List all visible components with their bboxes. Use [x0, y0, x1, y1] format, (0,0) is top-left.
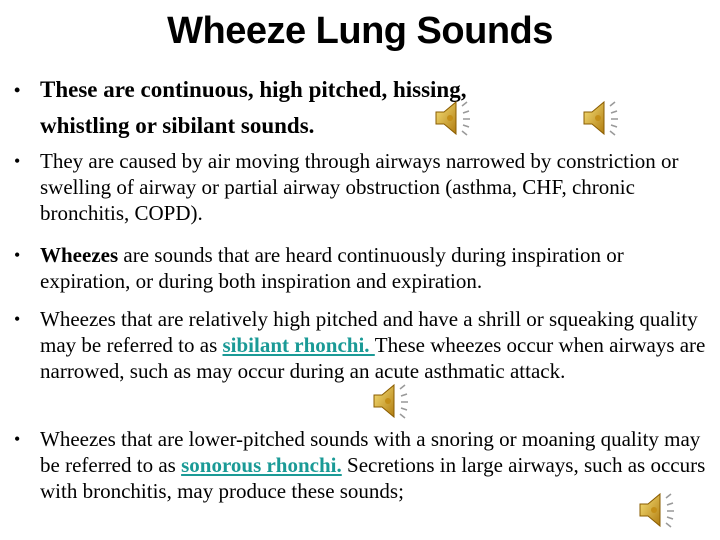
bullet-2: [14, 148, 715, 226]
speaker-icon[interactable]: [432, 98, 476, 138]
sibilant-rhonchi-link[interactable]: sibilant rhonchi.: [222, 333, 375, 357]
bullet-3: [14, 242, 715, 294]
bullet-4-text-before: Wheezes that are relatively high pitched and have a shrill or squeaking quality may be referred to as: [40, 307, 698, 357]
bullet-1: [14, 72, 600, 144]
speaker-icon[interactable]: [636, 490, 680, 530]
bullet-5-text-after: Secretions in large airways, such as occurs with bronchitis, may produce these sounds;: [40, 453, 706, 503]
bullet-marker: •: [14, 80, 21, 100]
bullet-2-text: They are caused by air moving through airways narrowed by constriction or swelling of airway or partial airway obstruction (asthma, CHF, chronic bronchitis, COPD).: [40, 149, 679, 225]
slide-title: Wheeze Lung Sounds: [167, 10, 553, 52]
speaker-icon[interactable]: [580, 98, 624, 138]
bullet-1-line2: whistling or sibilant sounds.: [40, 113, 315, 138]
bullet-marker: •: [14, 245, 21, 265]
bullet-1-line1: These are continuous, high pitched, hissing,: [40, 77, 467, 102]
bullet-3-text: are sounds that are heard continuously during inspiration or expiration, or during both inspiration and expiration.: [40, 243, 624, 293]
bullet-4: [14, 306, 715, 384]
bullet-5-text-before: Wheezes that are lower-pitched sounds with a snoring or moaning quality may be referred to as: [40, 427, 701, 477]
bullet-5: [14, 426, 715, 504]
bullet-marker: •: [14, 151, 21, 171]
bullet-4-text-after: These wheezes occur when airways are narrowed, such as may occur during an acute asthmatic attack.: [40, 333, 706, 383]
sonorous-rhonchi-link[interactable]: sonorous rhonchi.: [181, 453, 342, 477]
speaker-icon[interactable]: [370, 381, 414, 421]
bullet-marker: •: [14, 309, 21, 329]
bullet-marker: •: [14, 429, 21, 449]
bullet-3-bold: Wheezes: [40, 243, 119, 267]
